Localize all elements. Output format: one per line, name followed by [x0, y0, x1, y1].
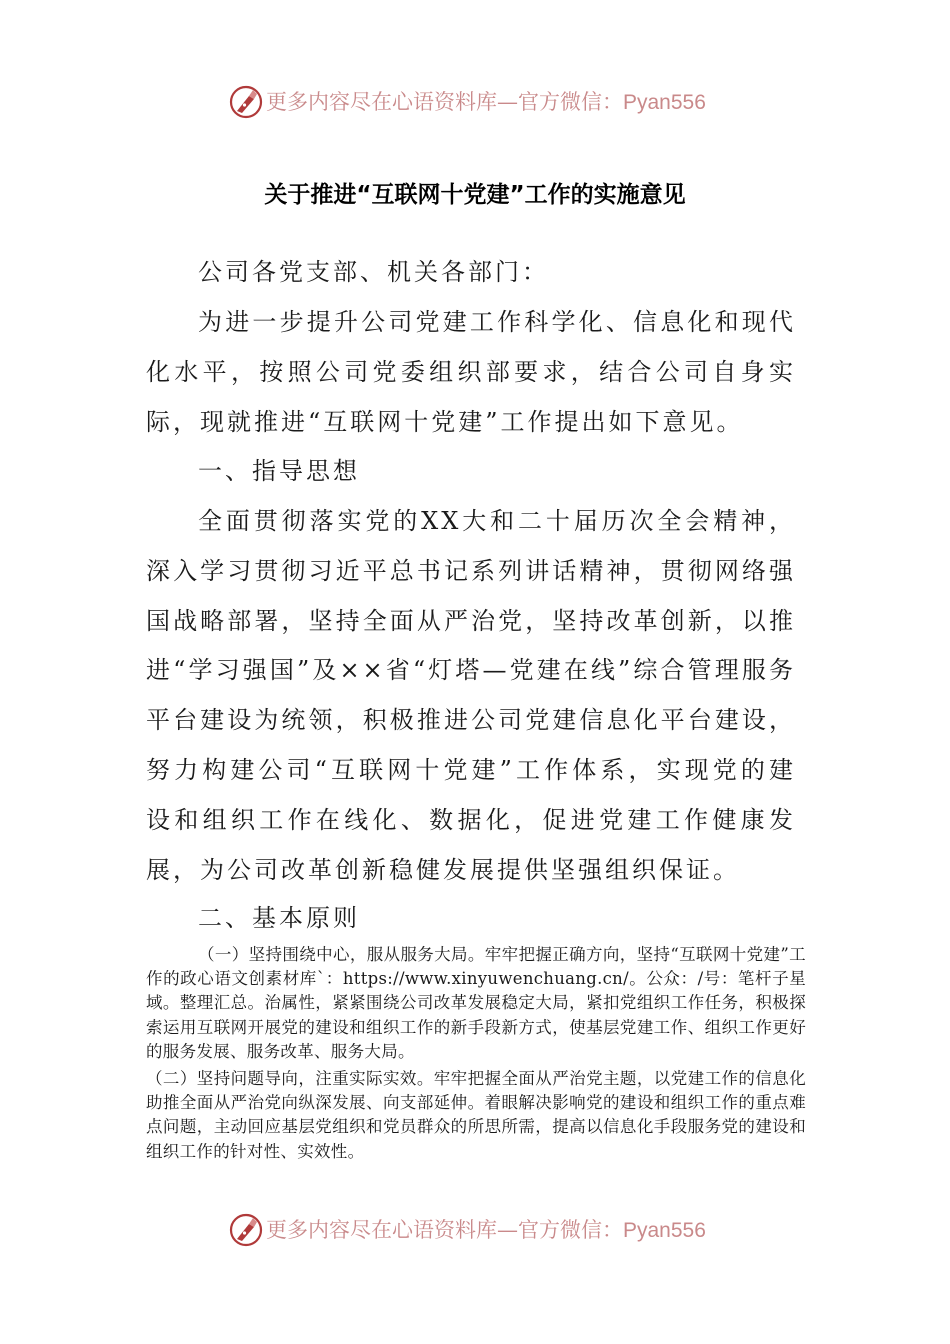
guiding-thought-paragraph: 全面贯彻落实党的XX大和二十届历次全会精神，深入学习贯彻习近平总书记系列讲话精神，贯彻网络强国战略部署，坚持全面从严治党，坚持改革创新，以推进“学习强国”及××省“灯塔—党建在线”综合管理服务平台建设为统领，积极推进公司党建信息化平台建设，努力构建公司“互联网十党建”工作体系，实现党的建设和组织工作在线化、数据化，促进党建工作健康发展，为公司改革创新稳健发展提供坚强组织保证。	[146, 507, 796, 884]
section-heading-1: 一、指导思想	[198, 457, 360, 485]
pen-nib-circle-icon	[228, 84, 264, 120]
principle-2-paragraph: （二）坚持问题导向，注重实际实效。牢牢把握全面从严治党主题，以党建工作的信息化助推全面从严治党向纵深发展、向支部延伸。着眼解决影响党的建设和组织工作的重点难点问题，主动回应基层党组织和党员群众的所思所需，提高以信息化手段服务党的建设和组织工作的针对性、实效性。	[146, 1069, 806, 1161]
document-title: 关于推进“互联网十党建”工作的实施意见	[264, 182, 686, 208]
section-heading-2: 二、基本原则	[198, 904, 360, 932]
intro-paragraph: 为进一步提升公司党建工作科学化、信息化和现代化水平，按照公司党委组织部要求，结合公司自身实际，现就推进“互联网十党建”工作提出如下意见。	[146, 308, 796, 436]
header-banner	[0, 82, 950, 122]
footer-banner	[0, 1210, 950, 1250]
footer-banner-text: 更多内容尽在心语资料库—官方微信：Pyan556	[266, 1218, 706, 1242]
header-banner-text: 更多内容尽在心语资料库—官方微信：Pyan556	[266, 90, 706, 114]
principle-1-paragraph: （一）坚持围绕中心，服从服务大局。牢牢把握正确方向，坚持“互联网十党建”工作的政心语文创素材库`：https://www.xinyuwenchuang.cn/。公众：/号：笔杆子星域。整理汇总。治属性，紧紧围绕公司改革发展稳定大局，紧扣党组织工作任务，积极探索运用互联网开展党的建设和组织工作的新手段新方式，使基层党建工作、组织工作更好的服务发展、服务改革、服务大局。	[146, 945, 806, 1061]
header-wechat-id: Pyan556	[623, 91, 706, 114]
pen-nib-circle-icon	[228, 1212, 264, 1248]
footer-wechat-id: Pyan556	[623, 1219, 706, 1242]
salutation: 公司各党支部、机关各部门：	[198, 258, 549, 286]
